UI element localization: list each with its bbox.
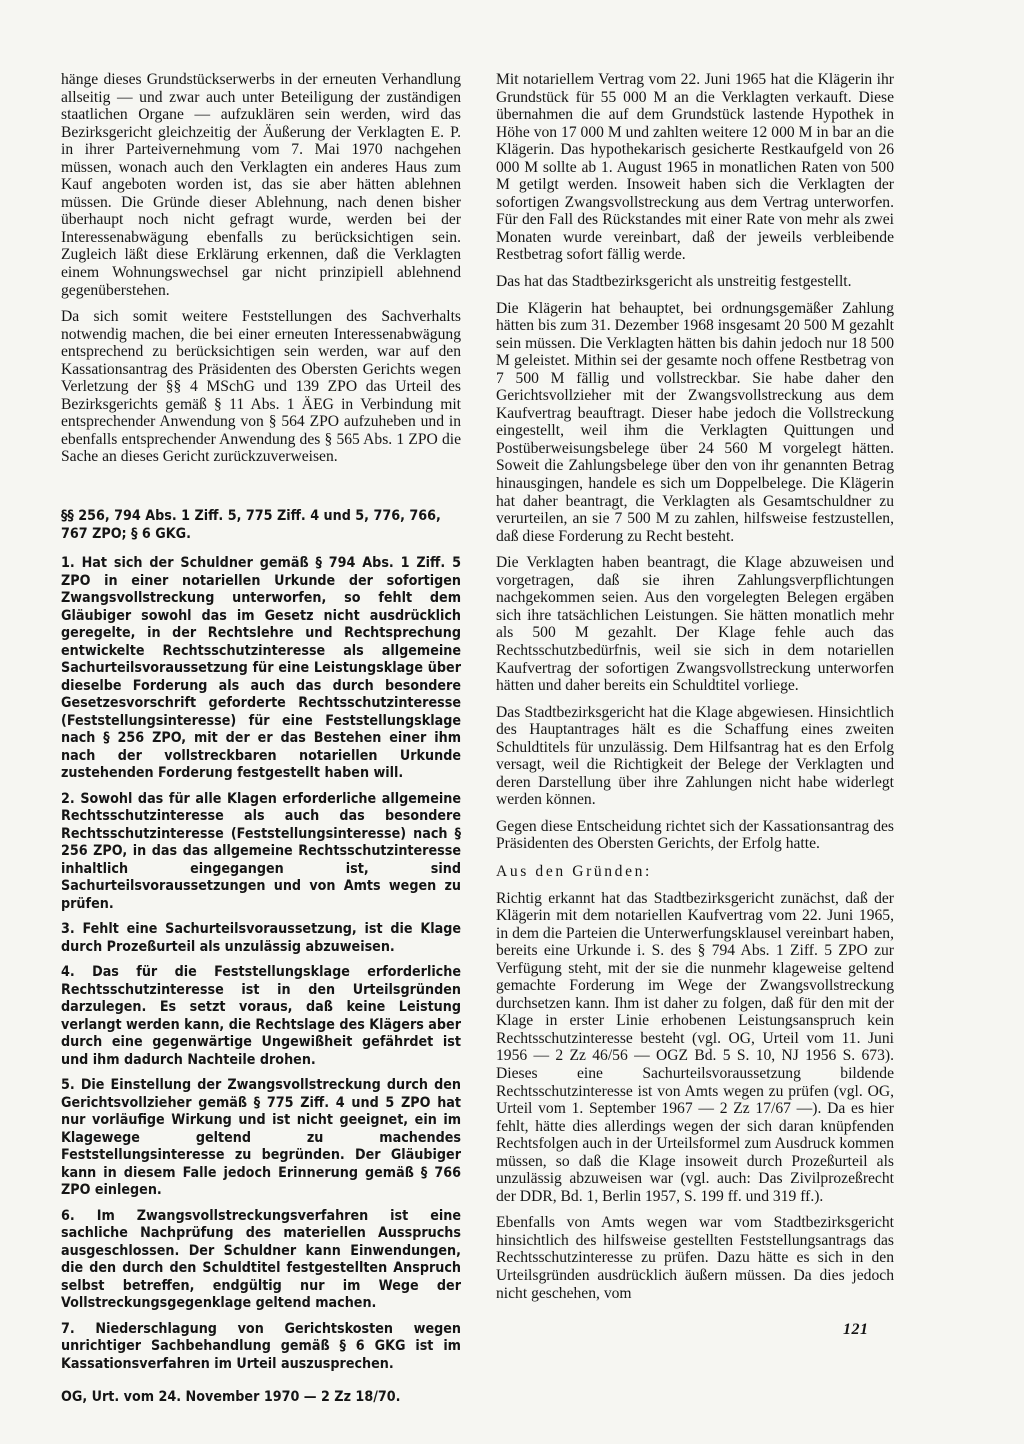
body-paragraph: hänge dieses Grundstückserwerbs in der erneuten Verhandlung allseitig — und zwar auch unter Beteiligung der zuständigen staatlichen Organe — aufzuklären sein werden, wird das Bezirksgericht gleichzeitig der Äußerung der Verklagten E. P. in ihrer Parteivernehmung vom 7. Mai 1970 nachgehen müssen, wonach auch den Verklagten ein anderes Haus zum Kauf angeboten worden ist, das sie aber hätten ablehnen müssen. Die Gründe dieser Ablehnung, nach denen bisher überhaupt noch nicht gefragt wurde, werden bei der Interessenabwägung ebenfalls zu berücksichtigen sein. Zugleich läßt diese Erklärung erkennen, daß die Verklagten einem Wohnungswechsel gar nicht prinzipiell ablehnend gegenüberstehen.	[61, 71, 461, 299]
body-paragraph: Das hat das Stadtbezirksgericht als unstreitig festgestellt.	[496, 273, 852, 291]
body-paragraph: Da sich somit weitere Feststellungen des Sachverhalts notwendig machen, die bei einer erneuten Interessenabwägung entsprechend zu berücksichtigen sein werden, war auf den Kassationsantrag des Präsidenten des Obersten Gerichts wegen Verletzung der §§ 4 MSchG und 139 ZPO das Urteil des Bezirksgerichts gemäß § 11 Abs. 1 ÄEG in Verbindung mit entsprechender Anwendung von § 564 ZPO aufzuheben und in ebenfalls entsprechender Anwendung des § 565 Abs. 1 ZPO die Sache an dieses Gericht zurückzuverweisen.	[61, 308, 461, 466]
body-paragraph: Richtig erkannt hat das Stadtbezirksgericht zunächst, daß der Klägerin mit dem notariellen Kaufvertrag vom 22. Juni 1965, in dem die Parteien die Unterwerfungsklausel vereinbart haben, bereits eine Urkunde i. S. des § 794 Abs. 1 Ziff. 5 ZPO zur Verfügung steht, mit der sie die nunmehr klageweise geltend gemachte Forderung im Wege der Zwangsvollstreckung durchsetzen kann. Ihm ist daher zu folgen, daß für den mit der Klage in erster Linie erhobenen Leistungsanspruch kein Rechtsschutzinteresse besteht (vgl. OG, Urteil vom 11. Juni 1956 — 2 Zz 46/56 — OGZ Bd. 5 S. 10, NJ 1956 S. 673). Dieses eine Sachurteilsvoraussetzung bildende Rechtsschutzinteresse ist von Amts wegen zu prüfen (vgl. OG, Urteil vom 1. September 1967 — 2 Zz 17/67 —). Da es hier fehlt, hätte dies allerdings wegen der sich daran knüpfenden Rechtsfolgen auch in der Urteilsformel zum Ausdruck kommen müssen, so daß die Klage insoweit durch Prozeßurteil als unzulässig abzuweisen war (vgl. auch: Das Zivilprozeßrecht der DDR, Bd. 1, Berlin 1957, S. 199 ff. und 319 ff.).	[496, 889, 894, 1205]
leitsatz: 6. Im Zwangsvollstreckungsverfahren ist eine sachliche Nachprüfung des materiellen Ausspruchs ausgeschlossen. Der Schuldner kann Einwendungen, die den durch den Schuldtitel festgestellten Anspruch selbst betreffen, endgültig nur im Wege der Vollstreckungsgegenklage geltend machen.	[61, 1207, 461, 1312]
page-number: 121	[843, 1321, 869, 1338]
body-paragraph: Ebenfalls von Amts wegen war vom Stadtbezirksgericht hinsichtlich des hilfsweise gestellten Feststellungsantrags das Rechtsschutzinteresse zu prüfen. Dazu hätte es sich in den Urteilsgründen ausdrücklich äußern müssen. Da dies jedoch nicht geschehen, vom	[496, 1214, 894, 1302]
leitsatz: 5. Die Einstellung der Zwangsvollstreckung durch den Gerichtsvollzieher gemäß § 775 Ziff. 4 und 5 ZPO hat nur vorläufige Wirkung und ist nicht geeignet, ein im Klagewege geltend zu machendes Feststellungsinteresse zu begründen. Der Gläubiger kann in diesem Falle jedoch Erinnerung gemäß § 766 ZPO einlegen.	[61, 1077, 461, 1199]
leitsatz: 4. Das für die Feststellungsklage erforderliche Rechtsschutzinteresse ist in den Urteilsgründen darzulegen. Es setzt voraus, daß keine Leistung verlangt werden kann, die Rechtslage des Klägers aber durch eine gegenwärtige Ungewißheit gefährdet ist und ihm dadurch Nachteile drohen.	[61, 964, 461, 1068]
section-heading: Aus den Gründen:	[496, 862, 652, 880]
leitsatz: 2. Sowohl das für alle Klagen erforderliche allgemeine Rechtsschutzinteresse als auch das besondere Rechtsschutzinteresse (Feststellungsinteresse) nach § 256 ZPO, in das das allgemeine Rechtsschutzinteresse inhaltlich eingegangen ist, sind Sachurteilsvoraussetzungen und von Amts wegen zu prüfen.	[61, 790, 461, 912]
decision-citation: OG, Urt. vom 24. November 1970 — 2 Zz 18/70.	[61, 1389, 401, 1406]
body-paragraph: Die Verklagten haben beantragt, die Klage abzuweisen und vorgetragen, daß sie ihren Zahlungsverpflichtungen nachgekommen seien. Aus den vorgelegten Belegen ergäben sich ihre tatsächlichen Leistungen. Sie hätten monatlich mehr als 500 M gezahlt. Der Klage fehle auch das Rechtsschutzbedürfnis, weil sie sich in dem notariellen Kaufvertrag der sofortigen Zwangsvollstreckung unterworfen hätten und daher bereits ein Schuldtitel vorliege.	[496, 554, 894, 695]
body-paragraph: Die Klägerin hat behauptet, bei ordnungsgemäßer Zahlung hätten bis zum 31. Dezember 1968 insgesamt 20 500 M gezahlt sein müssen. Die Verklagten hätten bis dahin jedoch nur 18 500 M geleistet. Mithin sei der gesamte noch offene Restbetrag von 7 500 M fällig und vollstreckbar. Sie habe daher den Gerichtsvollzieher mit der Zwangsvollstreckung aus dem Kaufvertrag beauftragt. Dieser habe jedoch die Vollstreckung eingestellt, weil ihm die Verklagten Quittungen und Postüberweisungsbelege über 24 560 M vorgelegt hätten. Soweit die Zahlungsbelege über den von ihr genannten Betrag hinausgingen, handele es sich um Doppelbelege. Die Klägerin hat daher beantragt, die Verklagten als Gesamtschuldner zu verurteilen, an sie 7 500 M zu zahlen, hilfsweise festzustellen, daß diese Forderung zu Recht besteht.	[496, 299, 894, 545]
statute-references: §§ 256, 794 Abs. 1 Ziff. 5, 775 Ziff. 4 und 5, 776, 766, 767 ZPO; § 6 GKG.	[61, 508, 441, 542]
body-paragraph: Gegen diese Entscheidung richtet sich der Kassationsantrag des Präsidenten des Obersten Gerichts, der Erfolg hatte.	[496, 817, 894, 853]
right-column	[496, 71, 894, 1311]
body-paragraph: Mit notariellem Vertrag vom 22. Juni 1965 hat die Klägerin ihr Grundstück für 55 000 M an die Verklagten verkauft. Diese übernahmen die auf dem Grundstück lastende Hypothek in Höhe von 17 000 M und zahlten weitere 12 000 M in bar an die Klägerin. Das hypothekarisch gesicherte Restkaufgeld von 26 000 M sollte ab 1. August 1965 in monatlichen Raten von 500 M getilgt werden. Insoweit haben sich die Verklagten der sofortigen Zwangsvollstreckung aus dem Vertrag unterworfen. Für den Fall des Rückstandes mit einer Rate von mehr als zwei Monaten wurde vereinbart, daß der jeweils verbleibende Restbetrag sofort fällig werde.	[496, 71, 894, 264]
left-column	[61, 71, 461, 1416]
body-paragraph: Das Stadtbezirksgericht hat die Klage abgewiesen. Hinsichtlich des Hauptantrages hält es die Schaffung eines zweiten Schuldtitels für unzulässig. Dem Hilfsantrag hat es den Erfolg versagt, weil die Richtigkeit der Belege der Verklagten und deren Darstellung über ihre Zahlungen nicht habe widerlegt werden können.	[496, 703, 894, 809]
leitsatz: 1. Hat sich der Schuldner gemäß § 794 Abs. 1 Ziff. 5 ZPO in einer notariellen Urkunde der sofortigen Zwangsvollstreckung unterworfen, so fehlt dem Gläubiger sowohl das im Gesetz nicht ausdrücklich geregelte, in der Rechtslehre und Rechtsprechung entwickelte Rechtsschutzinteresse als allgemeine Sachurteilsvoraussetzung für eine Leistungsklage über dieselbe Forderung als auch das durch besondere Gesetzesvorschrift geforderte Rechtsschutzinteresse (Feststellungsinteresse) für eine Feststellungsklage nach § 256 ZPO, mit der er das Bestehen einer ihm nach der vollstreckbaren notariellen Urkunde zustehenden Forderung festgestellt haben will.	[61, 555, 461, 782]
leitsatz: 7. Niederschlagung von Gerichtskosten wegen unrichtiger Sachbehandlung gemäß § 6 GKG ist im Kassationsverfahren im Urteil auszusprechen.	[61, 1320, 461, 1372]
leitsatz: 3. Fehlt eine Sachurteilsvoraussetzung, ist die Klage durch Prozeßurteil als unzulässig abzuweisen.	[61, 921, 461, 955]
